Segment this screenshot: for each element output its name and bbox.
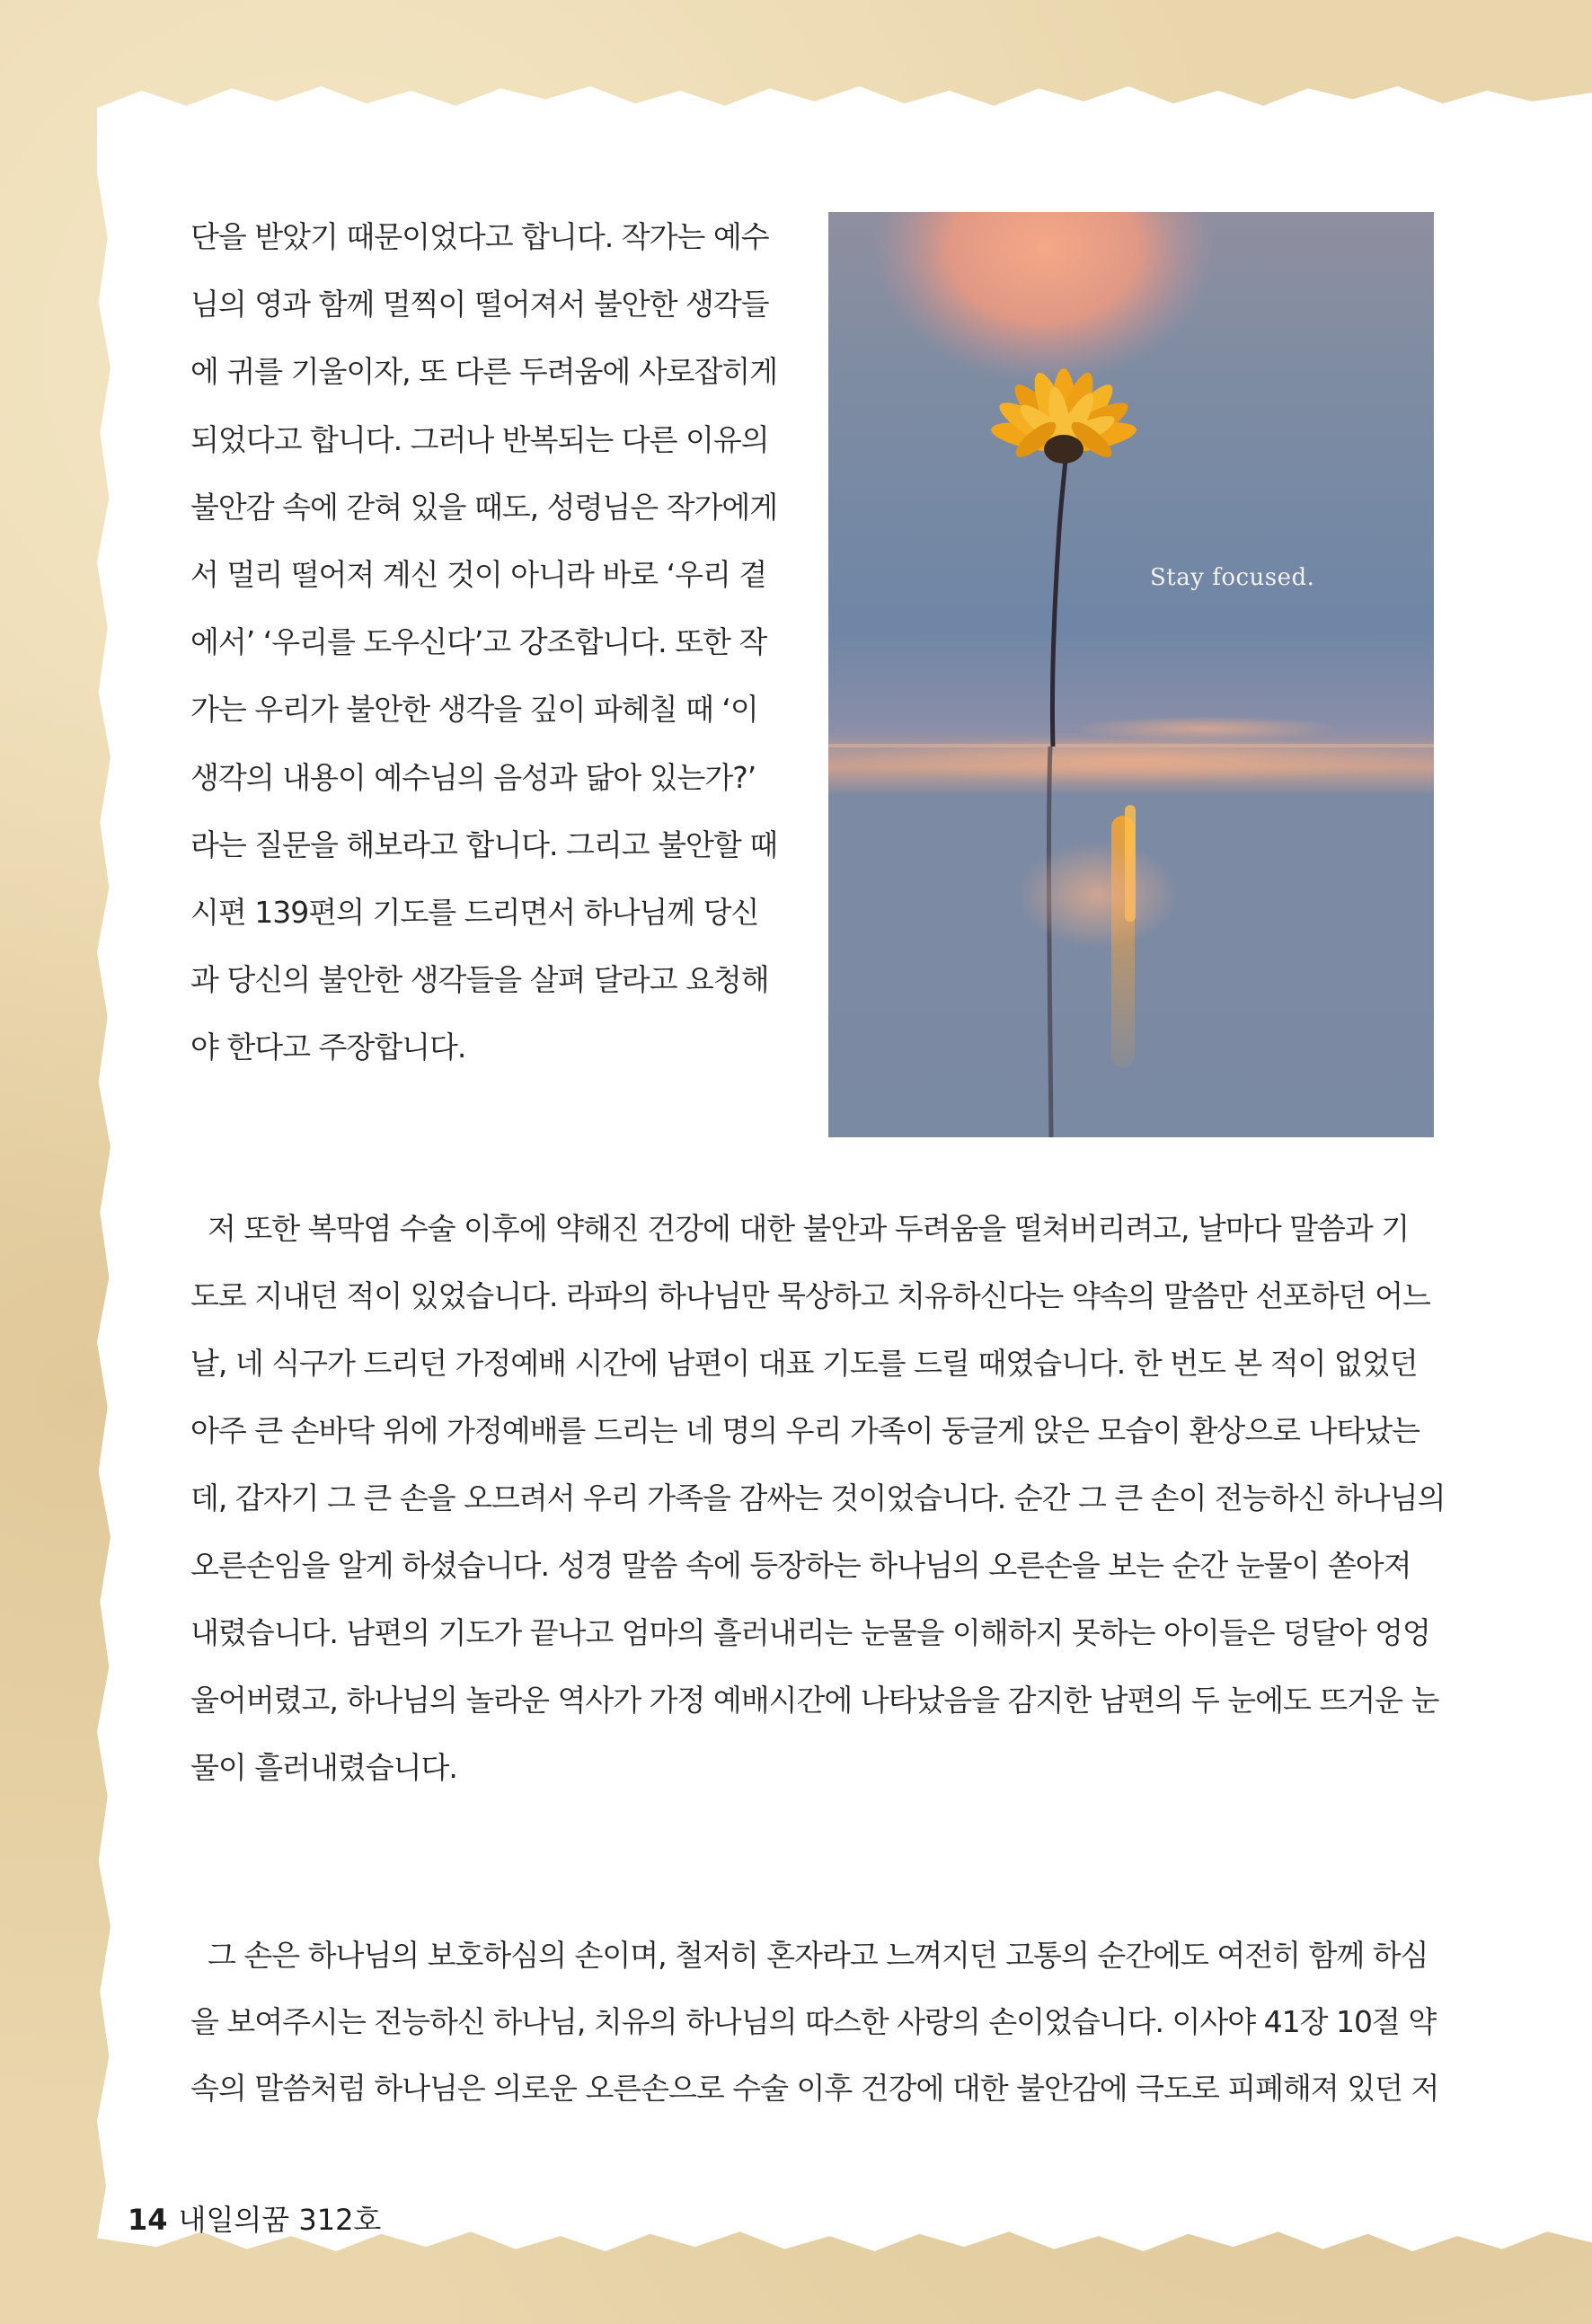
sunflower-reflection-photo [828, 212, 1434, 1137]
text-line: 아주 큰 손바닥 위에 가정예배를 드리는 네 명의 우리 가족이 둥글게 앉은 모습이 환상으로 나타났는 [190, 1413, 1420, 1448]
text-line: 불안감 속에 갇혀 있을 때도, 성령님은 작가에게 [190, 489, 778, 525]
text-line: 속의 말씀처럼 하나님은 의로운 오른손으로 수술 이후 건강에 대한 불안감에 극도로 피폐해져 있던 저 [190, 2071, 1439, 2106]
text-line: 을 보여주시는 전능하신 하나님, 치유의 하나님의 따스한 사랑의 손이었습니다. 이사야 41장 10절 약 [190, 2004, 1437, 2039]
text-line: 데, 갑자기 그 큰 손을 오므려서 우리 가족을 감싸는 것이었습니다. 순간 그 큰 손이 전능하신 하나님의 [190, 1480, 1446, 1515]
text-line: 야 한다고 주장합니다. [190, 1029, 466, 1065]
text-line: 님의 영과 함께 멀찍이 떨어져서 불안한 생각들 [190, 287, 769, 323]
left-column-text [190, 203, 777, 1082]
image-caption: Stay focused. [1150, 564, 1315, 591]
text-line: 내렸습니다. 남편의 기도가 끝나고 엄마의 흘러내리는 눈물을 이해하지 못하는 아이들은 덩달아 엉엉 [190, 1615, 1430, 1650]
text-line: 에 귀를 기울이자, 또 다른 두려움에 사로잡히게 [190, 354, 778, 390]
text-line: 도로 지내던 적이 있었습니다. 라파의 하나님만 묵상하고 치유하신다는 약속의 말씀만 선포하던 어느 [190, 1278, 1430, 1313]
text-line: 서 멀리 떨어져 계신 것이 아니라 바로 ‘우리 곁 [190, 557, 767, 593]
text-line: 저 또한 복막염 수술 이후에 약해진 건강에 대한 불안과 두려움을 떨쳐버리려고, 날마다 말씀과 기 [190, 1211, 1410, 1246]
text-line: 시편 139편의 기도를 드리면서 하나님께 당신 [190, 895, 759, 931]
text-line: 울어버렸고, 하나님의 놀라운 역사가 가정 예배시간에 나타났음을 감지한 남편의 두 눈에도 뜨거운 눈 [190, 1683, 1439, 1718]
flower-photo [828, 212, 1434, 1137]
text-line: 오른손임을 알게 하셨습니다. 성경 말씀 속에 등장하는 하나님의 오른손을 보는 순간 눈물이 쏟아져 [190, 1548, 1411, 1583]
text-line: 되었다고 합니다. 그러나 반복되는 다른 이유의 [190, 421, 769, 457]
text-line: 그 손은 하나님의 보호하심의 손이며, 철저히 혼자라고 느껴지던 고통의 순간에도 여전히 함께 하심 [190, 1938, 1428, 1973]
text-line: 가는 우리가 불안한 생각을 깊이 파헤칠 때 ‘이 [190, 692, 758, 728]
publication-title: 내일의꿈 312호 [178, 2203, 382, 2237]
text-line: 물이 흘러내렸습니다. [190, 1750, 457, 1785]
text-line: 생각의 내용이 예수님의 음성과 닮아 있는가?’ [190, 759, 756, 795]
page-footer [128, 2197, 381, 2239]
text-line: 날, 네 식구가 드리던 가정예배 시간에 남편이 대표 기도를 드릴 때였습니다. 한 번도 본 적이 없었던 [190, 1346, 1418, 1381]
paragraph-2 [190, 1195, 1445, 1801]
page-number: 14 [128, 2203, 168, 2237]
paragraph-3 [190, 1922, 1438, 2122]
text-line: 과 당신의 불안한 생각들을 살펴 달라고 요청해 [190, 962, 769, 998]
text-line: 단을 받았기 때문이었다고 합니다. 작가는 예수 [190, 219, 769, 254]
text-line: 에서’ ‘우리를 도우신다’고 강조합니다. 또한 작 [190, 624, 767, 660]
text-line: 라는 질문을 해보라고 합니다. 그리고 불안할 때 [190, 826, 778, 862]
